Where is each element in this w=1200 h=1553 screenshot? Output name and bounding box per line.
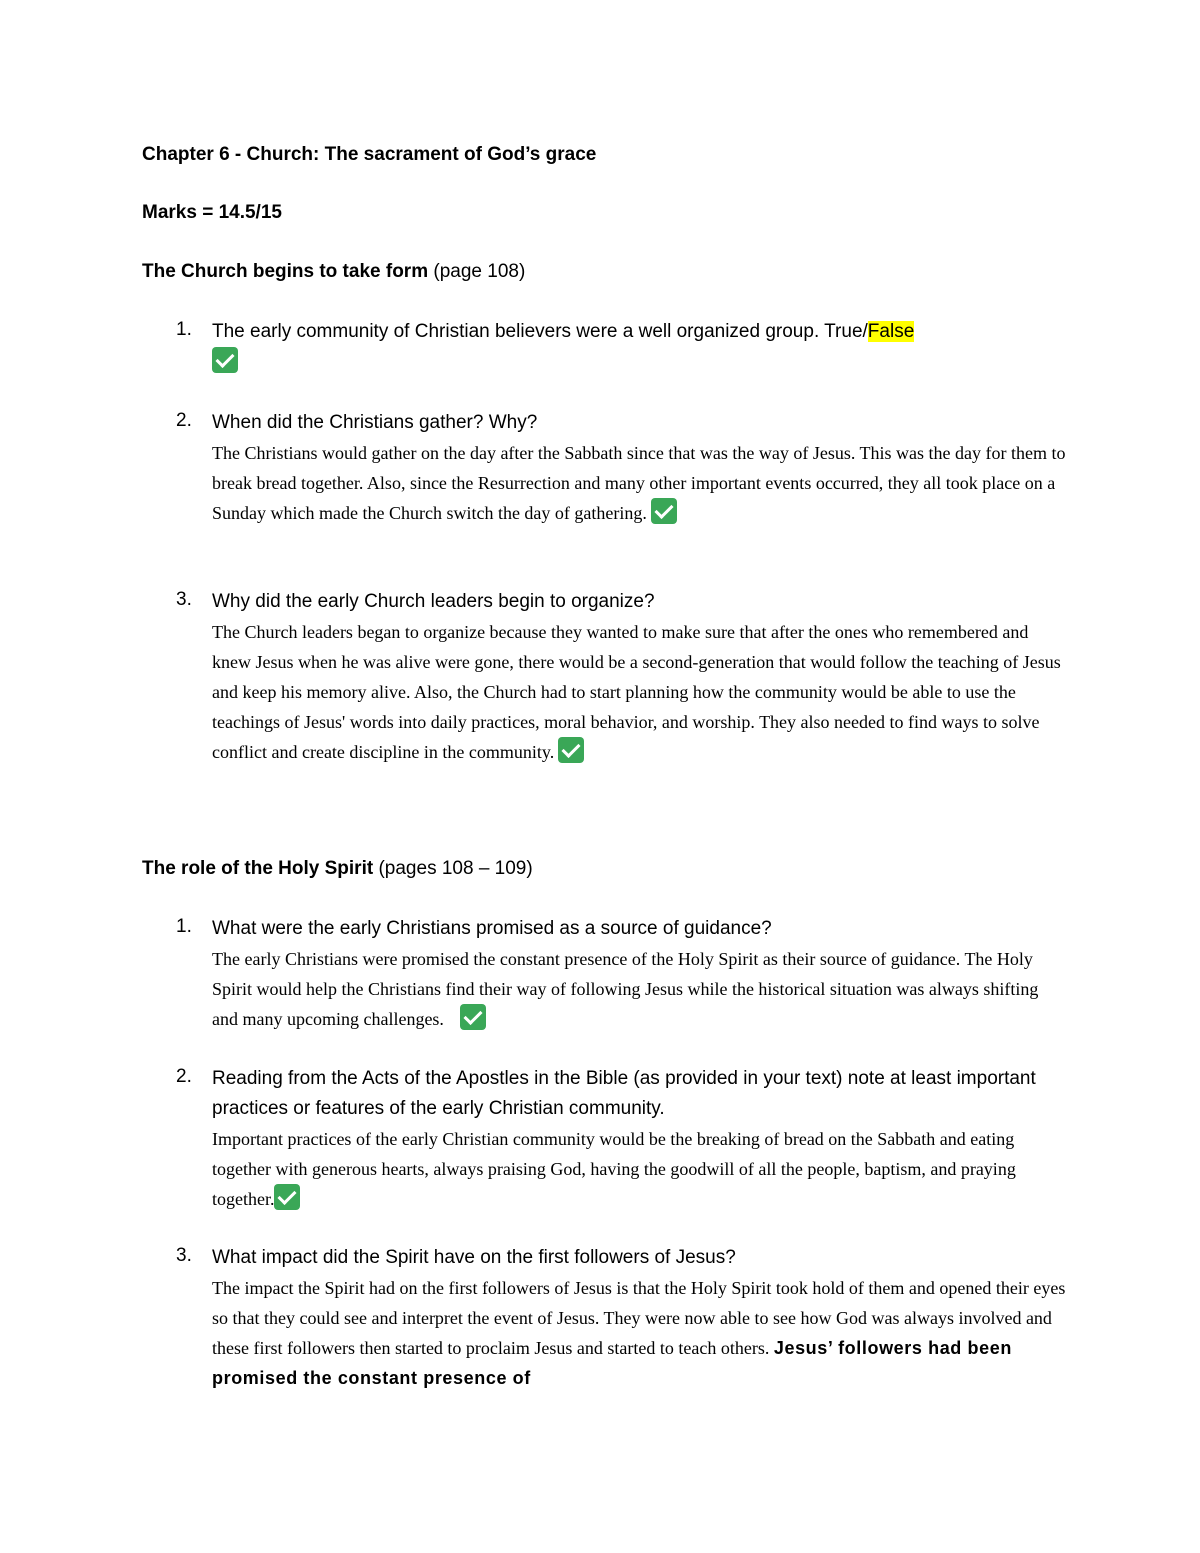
section-heading-holy-spirit <box>142 858 533 880</box>
check-mark-icon <box>651 498 677 524</box>
question-text: The early community of Christian believers were a well organized group. True/ <box>212 321 868 342</box>
answer-text: The Christians would gather on the day after the Sabbath since that was the way of Jesus. This was the day for them to break bread together. Also, since the Resurrection and many other important events occurred, they all took place on a Sunday which made the Church switch the day of gathering. <box>212 443 1066 523</box>
marks-line: Marks = 14.5/15 <box>142 202 282 223</box>
answer-bold-text: Jesus’ followers had been promised the constant presence of <box>212 1338 1012 1388</box>
question-2-1 <box>176 914 1066 1034</box>
check-mark-icon <box>460 1004 486 1030</box>
section-pages: (pages 108 – 109) <box>378 858 533 879</box>
question-text: What impact did the Spirit have on the first followers of Jesus? <box>212 1247 736 1268</box>
section-pages: (page 108) <box>433 261 526 282</box>
question-2-3 <box>176 1243 1066 1393</box>
question-text: What were the early Christians promised as a source of guidance? <box>212 918 772 939</box>
check-mark-icon <box>274 1184 300 1210</box>
section-heading-church-form <box>142 261 525 283</box>
question-number: 3. <box>176 589 192 610</box>
question-1-1 <box>176 317 1066 378</box>
section-title: The role of the Holy Spirit <box>142 858 374 879</box>
document-title: Chapter 6 - Church: The sacrament of God’s grace <box>142 144 597 165</box>
check-mark-icon <box>558 737 584 763</box>
highlighted-answer: False <box>867 321 915 342</box>
question-number: 1. <box>176 319 192 340</box>
question-1-2 <box>176 408 1066 528</box>
question-text: Why did the early Church leaders begin to organize? <box>212 591 655 612</box>
check-mark-icon <box>212 347 238 373</box>
question-number: 3. <box>176 1245 192 1266</box>
question-2-2 <box>176 1064 1066 1214</box>
question-number: 2. <box>176 1066 192 1087</box>
question-number: 2. <box>176 410 192 431</box>
section-title: The Church begins to take form <box>142 261 429 282</box>
question-text: When did the Christians gather? Why? <box>212 412 538 433</box>
answer-text: The early Christians were promised the constant presence of the Holy Spirit as their source of guidance. The Holy Spirit would help the Christians find their way of following Jesus while the historical situation was always shifting and many upcoming challenges. <box>212 949 1039 1029</box>
question-number: 1. <box>176 916 192 937</box>
question-1-3 <box>176 587 1066 767</box>
answer-text: The Church leaders began to organize because they wanted to make sure that after the ones who remembered and knew Jesus when he was alive were gone, there would be a second-generation that would follow the teaching of Jesus and keep his memory alive. Also, the Church had to start planning how the community would be able to use the teachings of Jesus' words into daily practices, moral behavior, and worship. They also needed to find ways to solve conflict and create discipline in the community. <box>212 622 1061 762</box>
answer-text: The impact the Spirit had on the first followers of Jesus is that the Holy Spirit took hold of them and opened their eyes so that they could see and interpret the event of Jesus. They were now able to see how God was always involved and these first followers then started to proclaim Jesus and started to teach others. <box>212 1278 1066 1358</box>
question-text: Reading from the Acts of the Apostles in the Bible (as provided in your text) note at least important practices or features of the early Christian community. <box>212 1068 1036 1119</box>
answer-text: Important practices of the early Christian community would be the breaking of bread on the Sabbath and eating together with generous hearts, always praising God, having the goodwill of all the people, baptism, and praying together. <box>212 1129 1016 1209</box>
